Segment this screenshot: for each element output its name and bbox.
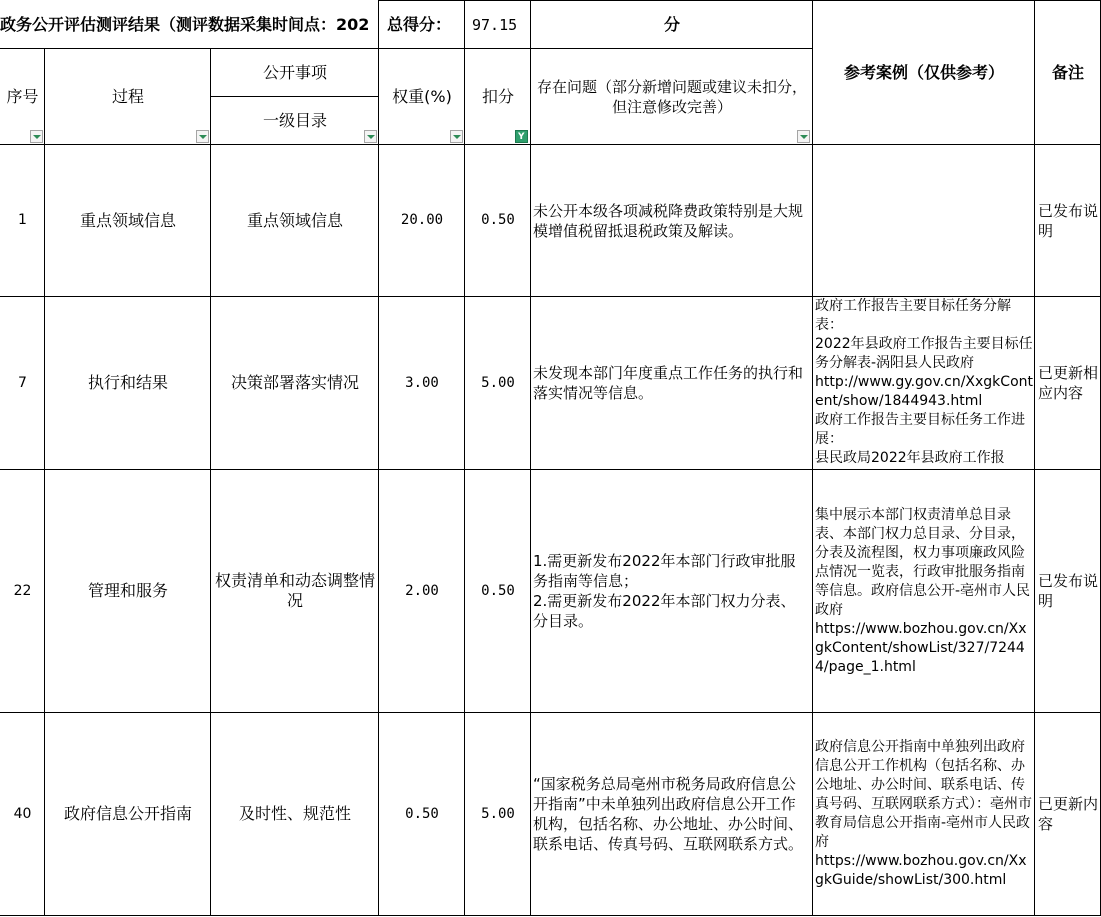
row-process[interactable]: 执行和结果	[87, 373, 168, 392]
row-deduct[interactable]: 5.00	[481, 374, 515, 391]
row-index[interactable]: 7	[18, 374, 27, 391]
row-deduct[interactable]: 0.50	[481, 582, 515, 599]
total-score-value[interactable]: 97.15	[472, 15, 518, 34]
index-header[interactable]: 序号	[6, 86, 39, 106]
filter-dropdown-icon[interactable]	[797, 130, 810, 143]
filter-dropdown-icon[interactable]	[450, 130, 463, 143]
filter-active-icon[interactable]: Y	[515, 130, 528, 143]
row-issues[interactable]: 1.需更新发布2022年本部门行政审批服务指南等信息； 2.需更新发布2022年本部门权力分表、分目录。	[533, 552, 796, 630]
row-process[interactable]: 重点领域信息	[79, 210, 176, 230]
row-remark[interactable]: 已发布说明	[1038, 572, 1099, 610]
row-remark[interactable]: 已更新相应内容	[1038, 364, 1099, 402]
row-deduct[interactable]: 5.00	[481, 805, 515, 822]
row-weight[interactable]: 3.00	[405, 374, 439, 391]
public-item-header[interactable]: 公开事项	[262, 63, 327, 82]
process-header[interactable]: 过程	[111, 86, 144, 106]
remark-header[interactable]: 备注	[1051, 62, 1084, 82]
grid-line	[530, 0, 531, 916]
row-process[interactable]: 管理和服务	[87, 581, 168, 600]
total-score-label[interactable]: 总得分：	[387, 14, 452, 34]
row-issues[interactable]: “国家税务总局亳州市税务局政府信息公开指南”中未单独列出政府信息公开工作机构，包括名称、办公地址、办公时间、联系电话、传真号码、互联网联系方式。	[533, 775, 804, 853]
filter-dropdown-icon[interactable]	[196, 130, 209, 143]
row-index[interactable]: 22	[13, 582, 32, 599]
row-remark[interactable]: 已发布说明	[1038, 201, 1099, 240]
row-index[interactable]: 1	[18, 212, 27, 228]
reference-header[interactable]: 参考案例（仅供参考）	[843, 62, 1004, 82]
grid-line	[0, 296, 1101, 297]
grid-line	[211, 96, 379, 97]
row-remark[interactable]: 已更新内容	[1038, 795, 1099, 833]
row-level1[interactable]: 权责清单和动态调整情况	[215, 571, 376, 610]
filter-dropdown-icon[interactable]	[364, 130, 377, 143]
grid-line	[464, 0, 465, 916]
score-unit-label[interactable]: 分	[663, 14, 680, 34]
row-reference[interactable]: 集中展示本部门权责清单总目录表、本部门权力总目录、分目录，分表及流程图，权力事项廉政风险点情况一览表，行政审批服务指南等信息。政府信息公开-亳州市人民政府 https://www.bozhou.gov.cn/XxgkContent/showList/327/72444/page_1.html	[815, 506, 1031, 675]
deduct-header[interactable]: 扣分	[481, 86, 514, 106]
report-title[interactable]: 政务公开评估测评结果（测评数据采集时间点：202	[0, 14, 370, 34]
grid-line	[210, 48, 211, 916]
row-level1[interactable]: 及时性、规范性	[238, 804, 351, 823]
weight-header[interactable]: 权重(%)	[392, 86, 452, 106]
row-level1[interactable]: 决策部署落实情况	[230, 373, 359, 392]
row-level1[interactable]: 重点领域信息	[246, 210, 343, 230]
filter-dropdown-icon[interactable]	[30, 130, 43, 143]
grid-line	[0, 915, 1101, 916]
row-deduct[interactable]: 0.50	[481, 212, 515, 228]
grid-line	[1034, 0, 1035, 916]
grid-line	[0, 712, 1101, 713]
row-reference[interactable]: 政府信息公开指南中单独列出政府信息公开工作机构（包括名称、办公地址、办公时间、联系电话、传真号码、互联网联系方式）：亳州市教育局信息公开指南-亳州市人民政府 https://www.bozhou.gov.cn/XxgkGuide/showList/300.html	[815, 739, 1032, 888]
row-weight[interactable]: 0.50	[405, 805, 439, 822]
row-weight[interactable]: 20.00	[400, 212, 444, 228]
grid-line	[812, 0, 813, 916]
grid-line	[0, 144, 1101, 145]
issues-header[interactable]: 存在问题（部分新增问题或建议未扣分，但注意修改完善）	[537, 77, 807, 116]
row-weight[interactable]: 2.00	[405, 582, 439, 599]
row-process[interactable]: 政府信息公开指南	[63, 804, 192, 823]
row-issues[interactable]: 未公开本级各项减税降费政策特别是大规模增值税留抵退税政策及解读。	[533, 201, 804, 240]
grid-line	[379, 0, 1101, 1]
grid-line	[378, 0, 379, 916]
row-reference[interactable]	[815, 145, 1033, 296]
level1-header[interactable]: 一级目录	[262, 110, 327, 130]
grid-line	[44, 48, 45, 916]
grid-line	[0, 469, 1101, 470]
row-reference[interactable]: 政府工作报告主要目标任务分解表： 2022年县政府工作报告主要目标任务分解表-涡阳县人民政府 http://www.gy.gov.cn/XxgkContent/show/1844943.html 政府工作报告主要目标任务工作进展： 县民政局2022年县政府工作报	[815, 298, 1033, 466]
grid-line	[0, 48, 813, 49]
row-issues[interactable]: 未发现本部门年度重点工作任务的执行和落实情况等信息。	[533, 364, 804, 402]
row-index[interactable]: 40	[13, 805, 32, 822]
